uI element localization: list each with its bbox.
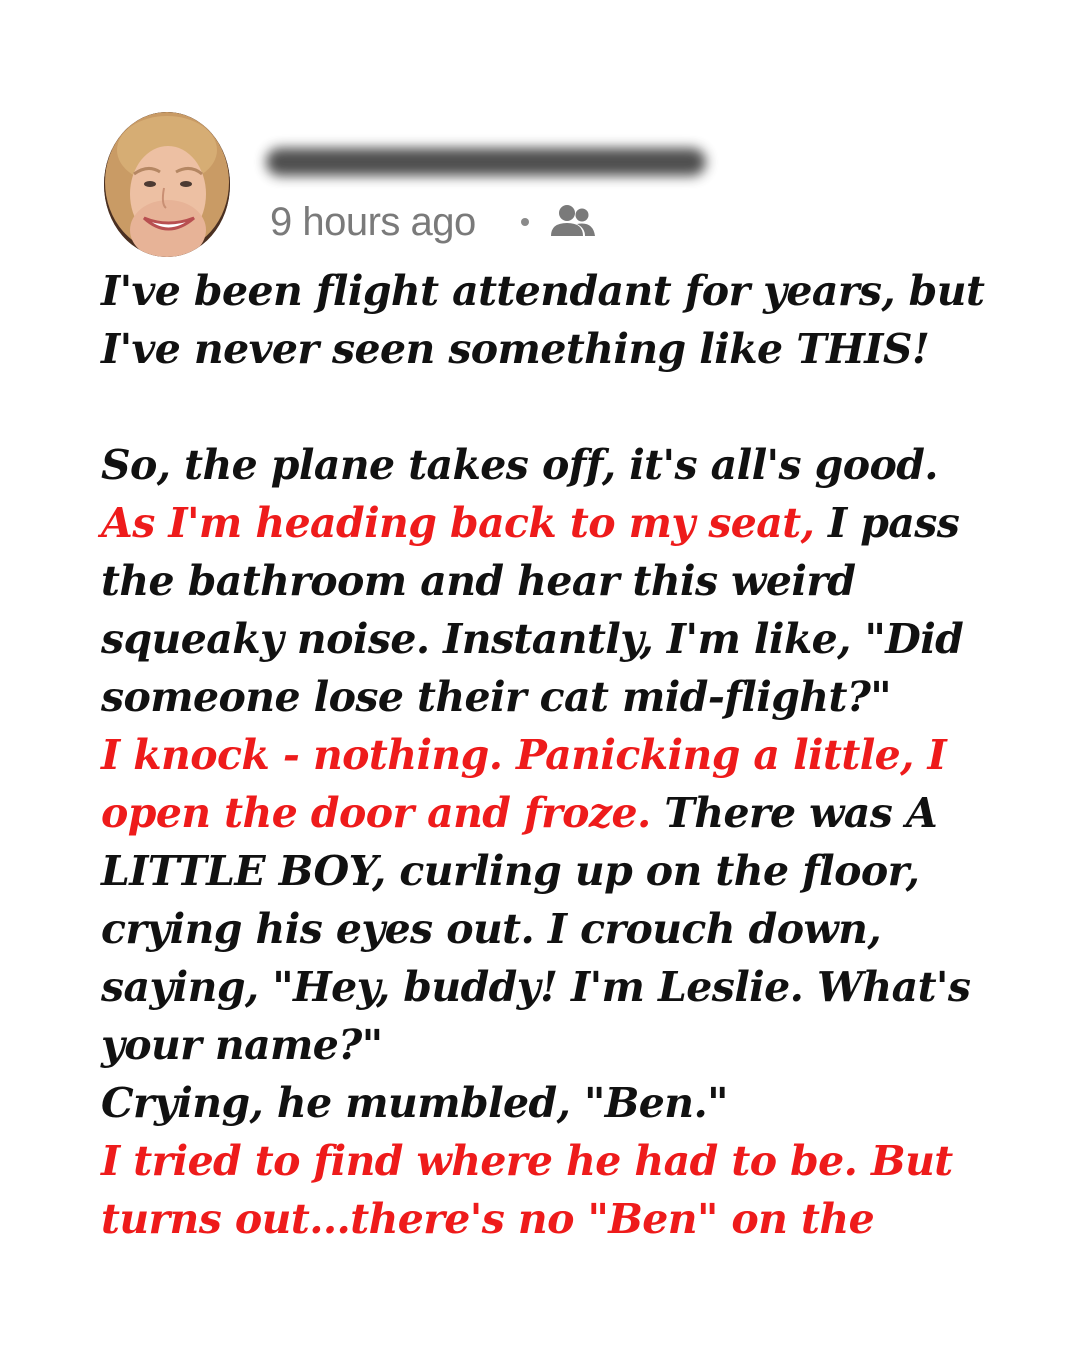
post-header	[104, 112, 804, 262]
avatar-photo	[104, 112, 230, 257]
author-name[interactable]	[266, 148, 706, 176]
post-meta	[270, 198, 597, 246]
post-body	[101, 262, 1001, 1248]
friends-icon[interactable]	[549, 202, 597, 242]
paragraph-plane	[101, 436, 1001, 726]
text-segment: So, the plane takes off, it's all's good.	[101, 441, 938, 489]
text-segment: There was A LITTLE BOY, curling up on the floor, crying his eyes out. I crouch down, saying, "Hey, buddy! I'm Leslie. What's your name?"	[101, 789, 971, 1069]
paragraph-gap	[101, 378, 1001, 436]
text-segment: I pass the bathroom and hear this weird squeaky noise. Instantly, I'm like, "Did someone lose their cat mid-flight?"	[101, 499, 964, 721]
paragraph-intro: I've been flight attendant for years, but I've never seen something like THIS!	[101, 267, 985, 373]
avatar[interactable]	[104, 112, 230, 257]
highlighted-text: I knock - nothing. Panicking a little, I open the door and froze.	[101, 731, 947, 837]
highlighted-text: As I'm heading back to my seat,	[101, 499, 815, 547]
paragraph-ben: Crying, he mumbled, "Ben."	[101, 1079, 728, 1127]
paragraph-search: I tried to find where he had to be. But turns out...there's no "Ben" on the	[101, 1137, 953, 1243]
paragraph-bathroom	[101, 726, 1001, 1074]
meta-separator-dot	[521, 218, 529, 226]
post-timestamp[interactable]: 9 hours ago	[270, 199, 476, 244]
